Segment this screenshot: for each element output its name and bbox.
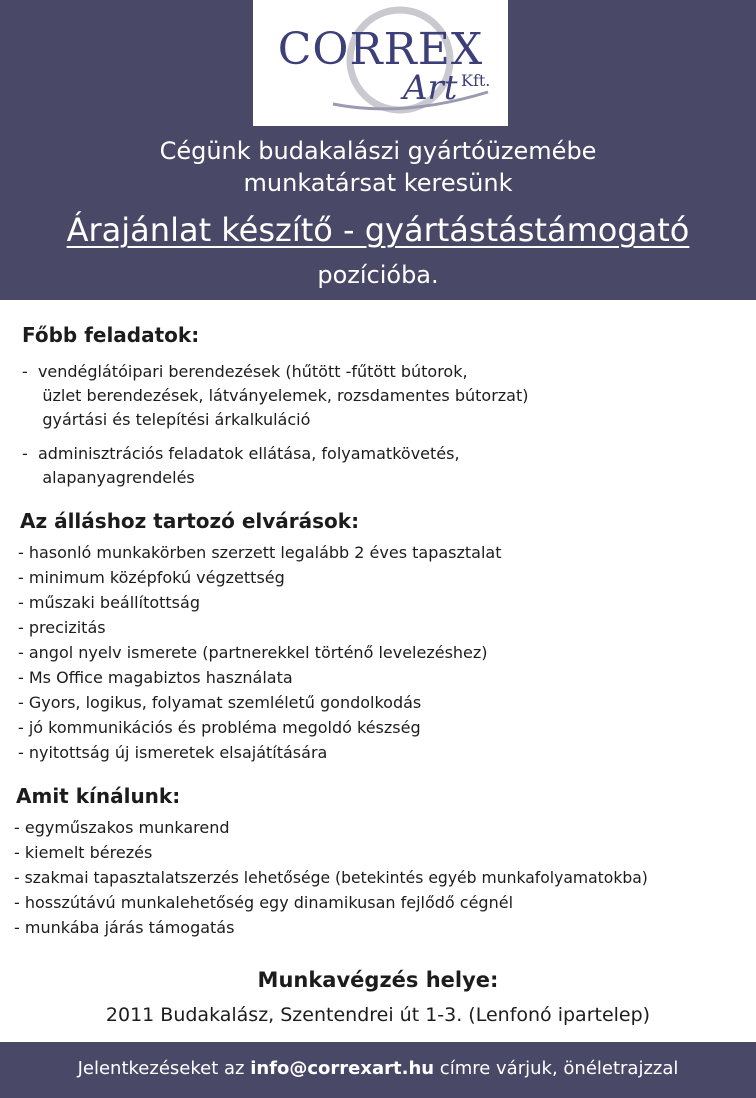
task-line: - adminisztrációs feladatok ellátása, folyamatkövetés, [22,444,460,463]
offers-title: Amit kínálunk: [16,784,181,808]
application-note [0,1056,756,1082]
header-banner [0,0,756,300]
requirement-item: - precizitás [18,618,106,637]
requirement-item: - hasonló munkakörben szerzett legalább 2 éves tapasztalat [18,543,502,562]
contact-email[interactable]: info@correxart.hu [250,1058,435,1079]
workplace-address: 2011 Budakalász, Szentendrei út 1-3. (Lenfonó ipartelep) [105,1004,651,1026]
requirement-item: - jó kommunikációs és probléma megoldó készség [18,718,421,737]
logo-wordmark: CORREX [277,24,484,75]
offer-item: - egyműszakos munkarend [14,818,230,837]
logo-kft: Kft. [461,71,491,90]
header-line-1: Cégünk budakalászi gyártóüzemébe [159,137,597,165]
requirement-item: - műszaki beállítottság [18,593,200,612]
offer-item: - kiemelt bérezés [14,843,153,862]
requirements-title: Az álláshoz tartozó elvárások: [20,509,360,533]
task-line: gyártási és telepítési árkalkuláció [22,410,311,429]
task-line: alapanyagrendelés [22,468,195,487]
requirement-item: - nyitottság új ismeretek elsajátítására [18,743,328,762]
logo-art: Art [403,68,458,108]
footer-banner [0,1042,756,1098]
header-line-2: munkatársat keresünk [243,169,513,197]
position-title: Árajánlat készítő - gyártástástámogató [66,211,690,249]
company-logo [253,0,508,126]
offer-item: - szakmai tapasztalatszerzés lehetősége (betekintés egyéb munkafolyamatokba) [14,869,648,887]
footer-prefix: Jelentkezéseket az [77,1058,251,1079]
requirement-item: - angol nyelv ismerete (partnerekkel történő levelezéshez) [18,643,488,662]
offer-item: - hosszútávú munkalehetőség egy dinamikusan fejlődő cégnél [14,893,514,912]
workplace-title: Munkavégzés helye: [257,968,499,992]
offer-item: - munkába járás támogatás [14,918,235,937]
task-line: - vendéglátóipari berendezések (hűtött -fűtött bútorok, [22,362,468,381]
footer-suffix: címre várjuk, önéletrajzzal [434,1058,679,1079]
tasks-title: Főbb feladatok: [22,323,200,347]
header-line-4: pozícióba. [317,261,439,289]
task-line: üzlet berendezések, látványelemek, rozsdamentes bútorzat) [22,386,529,405]
requirement-item: - Gyors, logikus, folyamat szemléletű gondolkodás [18,693,422,712]
requirement-item: - minimum középfokú végzettség [18,568,285,587]
requirement-item: - Ms Office magabiztos használata [18,668,293,687]
